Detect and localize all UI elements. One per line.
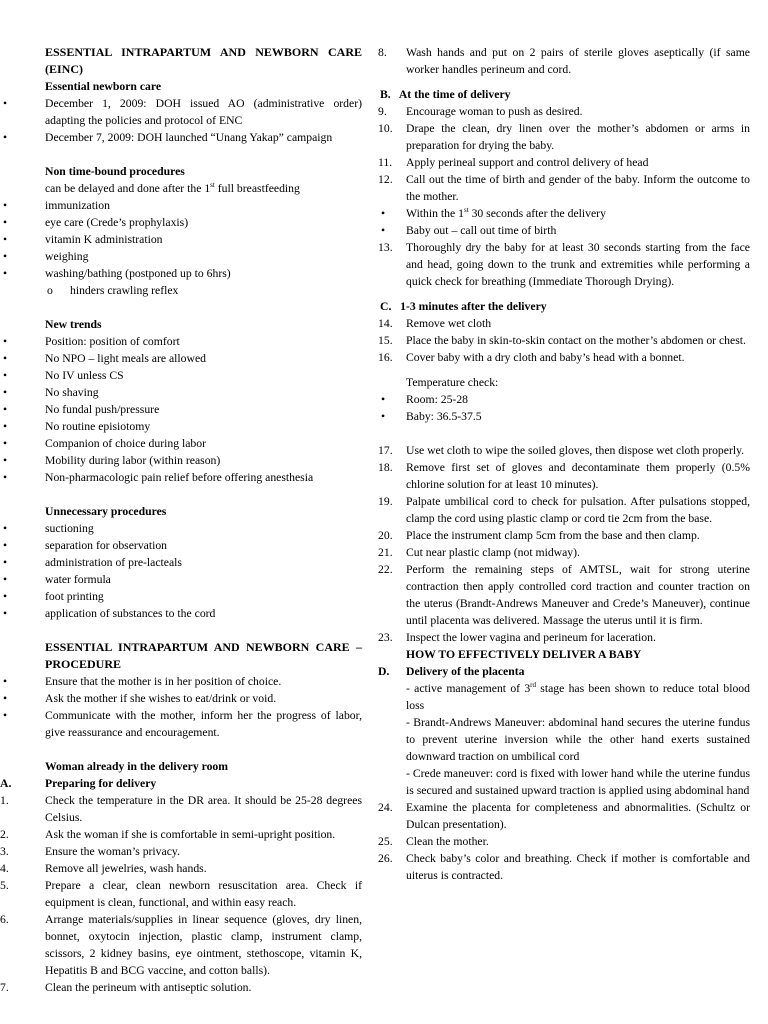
non-time-bound-heading: Non time-bound procedures (45, 165, 185, 178)
list-item: • Room: 25-28 (381, 393, 469, 406)
bullet-icon: • (381, 224, 386, 237)
bullet-icon: • (3, 471, 8, 484)
list-item: • No NPO – light meals are allowed (3, 352, 206, 365)
sub-list-item: o hinders crawling reflex (47, 284, 179, 297)
list-item: • Within the 1st 30 seconds after the delivery (381, 206, 606, 220)
essential-list (0, 95, 362, 146)
non-time-bound-intro: can be delayed and done after the 1st full breastfeeding (45, 181, 300, 195)
bullet-icon: • (3, 522, 8, 535)
section-a-heading: A. Preparing for delivery (0, 777, 157, 790)
list-item: • Position: position of comfort (3, 335, 180, 348)
numbered-step: 23. Inspect the lower vagina and perineum for laceration. (378, 631, 656, 644)
list-item: • eye care (Crede’s prophylaxis) (3, 216, 189, 229)
numbered-step: 7. Clean the perineum with antiseptic solution. (0, 981, 252, 994)
list-item: • Baby: 36.5-37.5 (381, 410, 482, 423)
procedure-list (0, 673, 362, 741)
numbered-step: 20. Place the instrument clamp 5cm from the base and then clamp. (378, 529, 700, 542)
bullet-icon: • (3, 216, 8, 229)
numbered-step: 2. Ask the woman if she is comfortable in semi-upright position. (0, 828, 336, 841)
list-item: • washing/bathing (postponed up to 6hrs) (3, 267, 231, 280)
numbered-step: 5. Prepare a clear, clean newborn resuscitation area. Check if equipment is clean, functional, and within easy reach. (0, 879, 362, 909)
numbered-step: 8. Wash hands and put on 2 pairs of sterile gloves aseptically (if same worker handles perineum and cord. (378, 46, 750, 76)
numbered-step: 3. Ensure the woman’s privacy. (0, 845, 180, 858)
list-item: • water formula (3, 573, 111, 586)
bullet-icon: • (3, 386, 8, 399)
bullet-icon: • (3, 250, 8, 263)
bullet-icon: • (3, 573, 8, 586)
numbered-step: 11. Apply perineal support and control delivery of head (378, 156, 649, 169)
temperature-check-heading: Temperature check: (406, 376, 499, 389)
essential-newborn-care-heading: Essential newborn care (45, 80, 162, 93)
numbered-step: 14. Remove wet cloth (378, 317, 492, 330)
list-item: • December 1, 2009: DOH issued AO (administrative order) adapting the policies and protocol of ENC (3, 97, 362, 127)
list-item: • vitamin K administration (3, 233, 163, 246)
numbered-step: 10. Drape the clean, dry linen over the mother’s abdomen or arms in preparation for drying the baby. (378, 122, 750, 152)
numbered-step: 4. Remove all jewelries, wash hands. (0, 862, 207, 875)
numbered-step: 6. Arrange materials/supplies in linear sequence (gloves, dry linen, bonnet, oxytocin injection, plastic clamp, instrument clamp, scissors, 2 kidney basins, eye ointment, stethoscope, vitamin K, Hepatitis B and BCG vaccine, and cotton balls). (0, 913, 362, 977)
bullet-icon: • (3, 199, 8, 212)
numbered-step: 15. Place the baby in skin-to-skin contact on the mother’s abdomen or chest. (378, 334, 746, 347)
cord-care-steps (380, 442, 750, 646)
amtsl-note: - active management of 3rd stage has been shown to reduce total blood loss (406, 681, 750, 712)
unnecessary-list (0, 520, 362, 622)
list-item: • foot printing (3, 590, 104, 603)
bullet-icon: • (3, 97, 8, 110)
unnecessary-procedures-heading: Unnecessary procedures (45, 505, 167, 518)
numbered-step: 17. Use wet cloth to wipe the soiled gloves, then dispose wet cloth properly. (378, 444, 745, 457)
how-to-deliver-heading: HOW TO EFFECTIVELY DELIVER A BABY (406, 648, 642, 661)
list-item: • Baby out – call out time of birth (381, 224, 557, 237)
numbered-step: 18. Remove first set of gloves and decontaminate them properly (0.5% chlorine solution for at least 10 minutes). (378, 461, 750, 491)
list-item: • Communicate with the mother, inform her the progress of labor, give reassurance and encouragement. (3, 709, 362, 739)
section-c-heading: C. 1-3 minutes after the delivery (380, 300, 547, 313)
bullet-icon: • (381, 207, 386, 220)
right-column (380, 44, 750, 884)
bullet-icon: • (3, 709, 8, 722)
placenta-steps (380, 799, 750, 884)
non-time-bound-list (0, 197, 362, 299)
list-item: • Non-pharmacologic pain relief before offering anesthesia (3, 471, 314, 484)
bullet-icon: • (3, 369, 8, 382)
numbered-step: 24. Examine the placenta for completeness and abnormalities. (Schultz or Dulcan presentation). (378, 801, 750, 831)
section-b-heading: B. At the time of delivery (380, 88, 511, 101)
brandt-andrews-note: - Brandt-Andrews Maneuver: abdominal hand secures the uterine fundus to prevent uterine inversion while the other hand exerts sustained downward traction on umbilical cord (406, 716, 750, 763)
left-column (0, 44, 362, 996)
new-trends-heading: New trends (45, 318, 102, 331)
numbered-step: 26. Check baby’s color and breathing. Check if mother is comfortable and uiterus is contracted. (378, 852, 750, 882)
hollow-bullet-icon: o (47, 284, 53, 297)
numbered-step: 21. Cut near plastic clamp (not midway). (378, 546, 580, 559)
procedure-title: ESSENTIAL INTRAPARTUM AND NEWBORN CARE – PROCEDURE (45, 640, 362, 671)
list-item: • No IV unless CS (3, 369, 124, 382)
list-item: • Ask the mother if she wishes to eat/drink or void. (3, 692, 277, 705)
numbered-step: 13. Thoroughly dry the baby for at least 30 seconds starting from the face and head, going down to the trunk and extremities while performing a quick check for breathing (Immediate Thorough Drying). (378, 241, 750, 288)
list-item: • No shaving (3, 386, 99, 399)
list-item: • Companion of choice during labor (3, 437, 206, 450)
bullet-icon: • (3, 454, 8, 467)
list-item: • No fundal push/pressure (3, 403, 160, 416)
bullet-icon: • (3, 267, 8, 280)
preparing-steps (0, 792, 362, 996)
list-item: • Ensure that the mother is in her position of choice. (3, 675, 282, 688)
list-item: • Mobility during labor (within reason) (3, 454, 221, 467)
list-item: • weighing (3, 250, 89, 263)
bullet-icon: • (3, 131, 8, 144)
bullet-icon: • (3, 692, 8, 705)
numbered-step: 19. Palpate umbilical cord to check for pulsation. After pulsations stopped, clamp the cord using plastic clamp or cord tie 2cm from the base. (378, 495, 750, 525)
bullet-icon: • (381, 410, 386, 423)
numbered-step: 25. Clean the mother. (378, 835, 489, 848)
after-delivery-steps (380, 315, 750, 366)
delivery-steps (380, 103, 750, 290)
list-item: • application of substances to the cord (3, 607, 216, 620)
numbered-step: 12. Call out the time of birth and gender of the baby. Inform the outcome to the mother. (378, 173, 750, 203)
numbered-step: 16. Cover baby with a dry cloth and baby’s head with a bonnet. (378, 351, 685, 364)
bullet-icon: • (3, 233, 8, 246)
list-item: • No routine episiotomy (3, 420, 151, 433)
numbered-step: 9. Encourage woman to push as desired. (378, 105, 583, 118)
bullet-icon: • (3, 556, 8, 569)
bullet-icon: • (3, 403, 8, 416)
list-item: • administration of pre-lacteals (3, 556, 182, 569)
numbered-step: 1. Check the temperature in the DR area. It should be 25-28 degrees Celsius. (0, 794, 362, 824)
crede-note: - Crede maneuver: cord is fixed with lower hand while the uterine fundus is secured and sustained upward traction is applied using abdominal hand (406, 767, 750, 797)
bullet-icon: • (3, 590, 8, 603)
section-d-heading: D. Delivery of the placenta (378, 665, 525, 678)
bullet-icon: • (3, 675, 8, 688)
bullet-icon: • (3, 420, 8, 433)
document-title: ESSENTIAL INTRAPARTUM AND NEWBORN CARE (EINC) (45, 45, 362, 76)
woman-in-delivery-room-heading: Woman already in the delivery room (45, 760, 228, 773)
numbered-step: 22. Perform the remaining steps of AMTSL, wait for strong uterine contraction then apply controlled cord traction and counter traction on the uterus (Brandt-Andrews Maneuver and Crede’s Maneuver), continue until placenta was delivered. Massage the uterus until it is firm. (378, 563, 750, 627)
bullet-icon: • (3, 539, 8, 552)
new-trends-list (0, 333, 362, 486)
list-item: • separation for observation (3, 539, 168, 552)
bullet-icon: • (3, 352, 8, 365)
list-item: • immunization (3, 199, 110, 212)
bullet-icon: • (3, 437, 8, 450)
bullet-icon: • (3, 607, 8, 620)
list-item: • suctioning (3, 522, 94, 535)
bullet-icon: • (3, 335, 8, 348)
bullet-icon: • (381, 393, 386, 406)
list-item: • December 7, 2009: DOH launched “Unang Yakap” campaign (3, 131, 333, 144)
